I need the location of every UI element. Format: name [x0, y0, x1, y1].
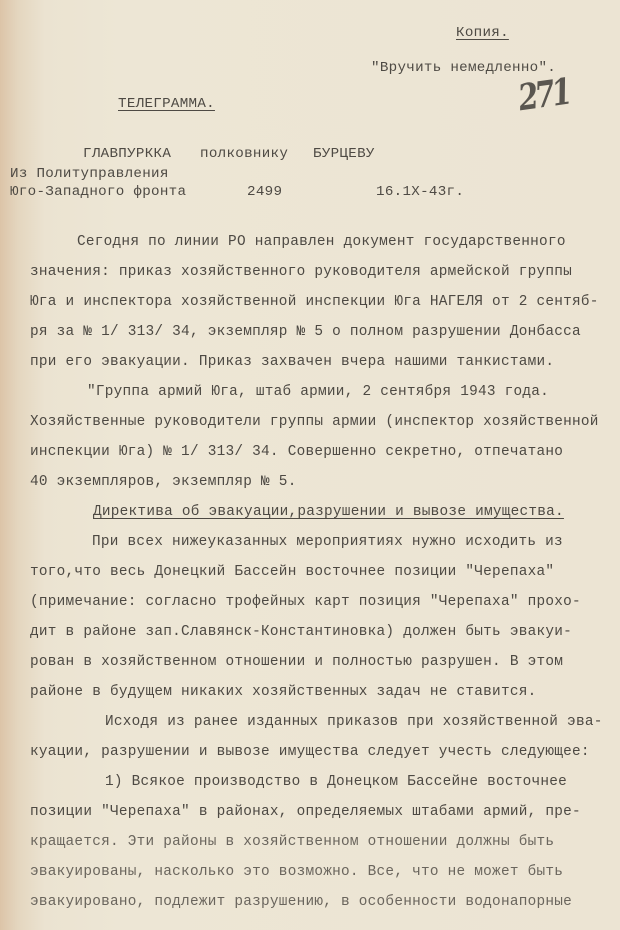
- body-line: (примечание: согласно трофейных карт позиция "Черепаха" прохо-: [30, 594, 581, 610]
- body-line: При всех нижеуказанных мероприятиях нужно исходить из: [92, 534, 563, 550]
- archive-page-number: 271: [515, 70, 572, 120]
- telegram-date: 16.1Х-43г.: [376, 184, 465, 200]
- body-line: куации, разрушении и вывозе имущества следует учесть следующее:: [30, 744, 590, 760]
- body-line: инспекции Юга) № 1/ 313/ 34. Совершенно секретно, отпечатано: [30, 444, 564, 460]
- body-line: эвакуированы, насколько это возможно. Все, что не может быть: [30, 864, 564, 880]
- body-line: Хозяйственные руководители группы армии (инспектор хозяйственной: [30, 414, 599, 430]
- body-line: того,что весь Донецкий Бассейн восточнее позиции "Черепаха": [30, 564, 555, 580]
- body-line: районе в будущем никаких хозяйственных задач не ставится.: [30, 684, 537, 700]
- sender-line-2: Юго-Западного фронта: [10, 184, 187, 200]
- recipient-org: ГЛАВПУРККА: [83, 146, 172, 162]
- recipient-rank: полковнику: [200, 146, 289, 162]
- recipient-name: БУРЦЕВУ: [313, 146, 375, 162]
- telegram-number: 2499: [247, 184, 283, 200]
- body-line: рован в хозяйственном отношении и полностью разрушен. В этом: [30, 654, 564, 670]
- body-line: дит в районе зап.Славянск-Константиновка) должен быть эвакуи-: [30, 624, 573, 640]
- body-line: при его эвакуации. Приказ захвачен вчера нашими танкистами.: [30, 354, 555, 370]
- sender-line-1: Из Политуправления: [10, 166, 169, 182]
- body-line: Исходя из ранее изданных приказов при хозяйственной эва-: [105, 714, 603, 730]
- body-line: кращается. Эти районы в хозяйственном отношении должны быть: [30, 834, 555, 850]
- body-line: эвакуировано, подлежит разрушению, в особенности водонапорные: [30, 894, 573, 910]
- document-title: ТЕЛЕГРАММА.: [118, 96, 215, 112]
- body-line: Юга и инспектора хозяйственной инспекции Юга НАГЕЛЯ от 2 сентяб-: [30, 294, 599, 310]
- deliver-immediately-mark: "Вручить немедленно".: [371, 60, 557, 76]
- body-line: Сегодня по линии РО направлен документ государственного: [77, 234, 566, 250]
- copy-mark: Копия.: [456, 25, 509, 41]
- body-line: позиции "Черепаха" в районах, определяемых штабами армий, пре-: [30, 804, 581, 820]
- body-line: 1) Всякое производство в Донецком Бассейне восточнее: [105, 774, 568, 790]
- directive-heading: Директива об эвакуации,разрушении и вывозе имущества.: [93, 504, 564, 520]
- body-line: ря за № 1/ 313/ 34, экземпляр № 5 о полном разрушении Донбасса: [30, 324, 581, 340]
- body-line: "Группа армий Юга, штаб армии, 2 сентября 1943 года.: [87, 384, 550, 400]
- body-line: значения: приказ хозяйственного руководителя армейской группы: [30, 264, 573, 280]
- body-line: 40 экземпляров, экземпляр № 5.: [30, 474, 297, 490]
